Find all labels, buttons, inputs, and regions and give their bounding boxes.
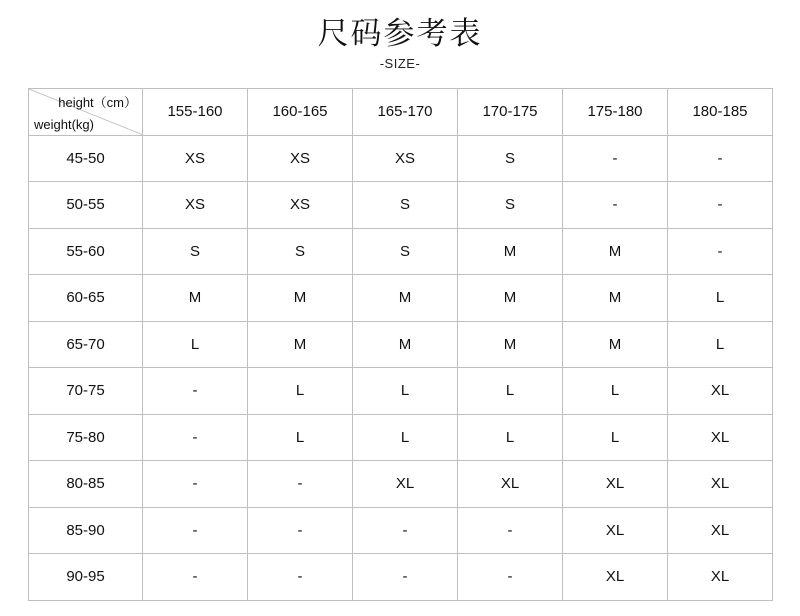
column-header: 165-170 [353, 89, 458, 136]
size-cell: XL [563, 507, 668, 554]
size-cell: XL [668, 368, 773, 415]
size-cell: M [458, 228, 563, 275]
size-cell: M [563, 228, 668, 275]
size-cell: XS [353, 135, 458, 182]
row-label: 50-55 [29, 182, 143, 229]
table-row [29, 414, 773, 461]
size-table-container [28, 88, 772, 601]
size-cell: - [668, 182, 773, 229]
size-cell: L [458, 414, 563, 461]
size-cell: L [668, 321, 773, 368]
column-header: 180-185 [668, 89, 773, 136]
size-cell: L [353, 414, 458, 461]
size-cell: XL [563, 461, 668, 508]
size-cell: S [458, 182, 563, 229]
row-label: 55-60 [29, 228, 143, 275]
size-cell: XL [668, 414, 773, 461]
size-cell: - [458, 507, 563, 554]
size-cell: XS [143, 135, 248, 182]
table-row [29, 321, 773, 368]
row-label: 60-65 [29, 275, 143, 322]
size-cell: L [563, 414, 668, 461]
size-cell: M [353, 321, 458, 368]
column-header: 160-165 [248, 89, 353, 136]
size-cell: - [143, 414, 248, 461]
size-cell: L [248, 368, 353, 415]
size-cell: XL [668, 461, 773, 508]
table-row [29, 461, 773, 508]
row-label: 75-80 [29, 414, 143, 461]
page-subtitle: -SIZE- [379, 56, 421, 72]
size-cell: - [143, 554, 248, 601]
size-cell: XL [668, 554, 773, 601]
size-cell: XS [248, 135, 353, 182]
size-cell: S [458, 135, 563, 182]
size-cell: M [563, 275, 668, 322]
table-row [29, 135, 773, 182]
size-cell: M [248, 275, 353, 322]
size-cell: - [563, 135, 668, 182]
size-cell: - [143, 461, 248, 508]
size-cell: L [353, 368, 458, 415]
size-cell: - [248, 461, 353, 508]
size-reference-table [28, 88, 773, 601]
size-cell: - [143, 368, 248, 415]
size-cell: - [353, 507, 458, 554]
size-cell: S [248, 228, 353, 275]
size-cell: M [248, 321, 353, 368]
row-label: 45-50 [29, 135, 143, 182]
size-cell: M [458, 321, 563, 368]
size-cell: - [143, 507, 248, 554]
size-cell: XL [353, 461, 458, 508]
table-row [29, 507, 773, 554]
size-cell: M [563, 321, 668, 368]
size-cell: L [563, 368, 668, 415]
size-cell: - [248, 554, 353, 601]
row-label: 80-85 [29, 461, 143, 508]
column-header: 175-180 [563, 89, 668, 136]
size-cell: - [563, 182, 668, 229]
size-cell: XL [458, 461, 563, 508]
size-cell: L [668, 275, 773, 322]
size-cell: - [248, 507, 353, 554]
size-cell: XS [143, 182, 248, 229]
size-cell: S [143, 228, 248, 275]
table-row [29, 368, 773, 415]
table-header-row [29, 89, 773, 136]
size-cell: - [668, 228, 773, 275]
table-row [29, 228, 773, 275]
row-label: 85-90 [29, 507, 143, 554]
size-cell: L [248, 414, 353, 461]
size-cell: S [353, 182, 458, 229]
row-label: 90-95 [29, 554, 143, 601]
size-cell: XL [668, 507, 773, 554]
size-cell: M [353, 275, 458, 322]
size-cell: L [458, 368, 563, 415]
table-row [29, 182, 773, 229]
size-cell: XS [248, 182, 353, 229]
size-cell: - [353, 554, 458, 601]
size-cell: M [458, 275, 563, 322]
page-title: 尺码参考表 [317, 16, 483, 52]
size-cell: S [353, 228, 458, 275]
size-cell: M [143, 275, 248, 322]
table-row [29, 275, 773, 322]
corner-height-label: height（cm） [58, 95, 137, 110]
row-label: 65-70 [29, 321, 143, 368]
size-cell: L [143, 321, 248, 368]
table-row [29, 554, 773, 601]
column-header: 170-175 [458, 89, 563, 136]
table-corner-header [29, 89, 143, 136]
column-header: 155-160 [143, 89, 248, 136]
size-cell: XL [563, 554, 668, 601]
row-label: 70-75 [29, 368, 143, 415]
corner-weight-label: weight(kg) [34, 116, 94, 132]
size-cell: - [458, 554, 563, 601]
size-cell: - [668, 135, 773, 182]
